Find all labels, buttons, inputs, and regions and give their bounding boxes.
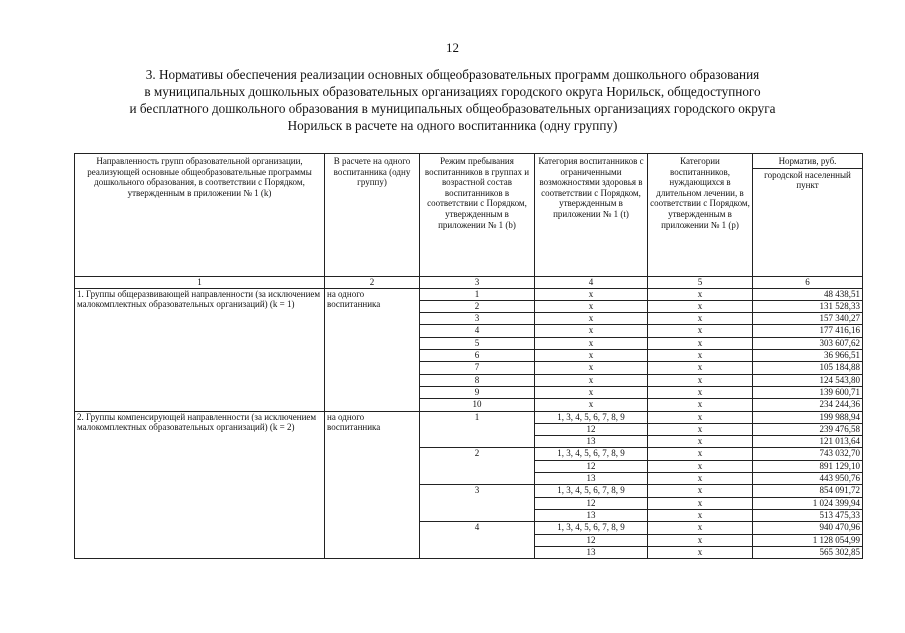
stay-mode-cell: 9	[420, 386, 535, 398]
treatment-category-cell: х	[648, 497, 753, 509]
treatment-category-cell: х	[648, 411, 753, 423]
treatment-category-cell: х	[648, 337, 753, 349]
normative-value: 1 024 399,94	[753, 497, 863, 509]
disability-category-cell: х	[535, 399, 648, 411]
disability-category-cell: 12	[535, 497, 648, 509]
disability-category-cell: х	[535, 288, 648, 300]
disability-category-cell: х	[535, 374, 648, 386]
treatment-category-cell: х	[648, 300, 753, 312]
stay-mode-cell: 7	[420, 362, 535, 374]
stay-mode-cell: 2	[420, 300, 535, 312]
disability-category-cell: х	[535, 313, 648, 325]
stay-mode-cell: 5	[420, 337, 535, 349]
treatment-category-cell: х	[648, 423, 753, 435]
group-label: 2. Группы компенсирующей направленности (за исключением малокомплектных образовательных организаций) (k = 2)	[75, 411, 325, 559]
stay-mode-cell: 3	[420, 485, 535, 522]
treatment-category-cell: х	[648, 386, 753, 398]
treatment-category-cell: х	[648, 460, 753, 472]
header-per-pupil: В расчете на одного воспитанника (одну группу)	[325, 154, 420, 277]
disability-category-cell: х	[535, 386, 648, 398]
table-row	[75, 288, 863, 300]
normative-value: 177 416,16	[753, 325, 863, 337]
disability-category-cell: х	[535, 300, 648, 312]
heading-line: 3. Нормативы обеспечения реализации основных общеобразовательных программ дошкольного образования	[145, 67, 760, 82]
header-group-direction: Направленность групп образовательной организации, реализующей основные общеобразовательные программы дошкольного образования, в соответствии с Порядком, утвержденным в приложении № 1 (k)	[75, 154, 325, 277]
treatment-category-cell: х	[648, 374, 753, 386]
stay-mode-cell: 2	[420, 448, 535, 485]
normative-value: 443 950,76	[753, 473, 863, 485]
stay-mode-cell: 1	[420, 411, 535, 448]
disability-category-cell: х	[535, 350, 648, 362]
basis-cell: на одного воспитанника	[325, 411, 420, 559]
disability-category-cell: х	[535, 362, 648, 374]
column-number: 3	[420, 277, 535, 289]
treatment-category-cell: х	[648, 350, 753, 362]
treatment-category-cell: х	[648, 325, 753, 337]
heading-line: в муниципальных дошкольных образовательных организациях городского округа Норильск, общедоступного	[144, 84, 761, 99]
normative-value: 940 470,96	[753, 522, 863, 534]
table-body	[75, 288, 863, 559]
disability-category-cell: 1, 3, 4, 5, 6, 7, 8, 9	[535, 522, 648, 534]
normative-value: 105 184,88	[753, 362, 863, 374]
header-normative-subtitle: городской населенный пункт	[753, 168, 862, 191]
column-number: 5	[648, 277, 753, 289]
disability-category-cell: 1, 3, 4, 5, 6, 7, 8, 9	[535, 448, 648, 460]
disability-category-cell: 12	[535, 423, 648, 435]
stay-mode-cell: 4	[420, 522, 535, 559]
disability-category-cell: 12	[535, 460, 648, 472]
disability-category-cell: 13	[535, 436, 648, 448]
treatment-category-cell: х	[648, 522, 753, 534]
header-normative	[753, 154, 863, 277]
normative-value: 48 438,51	[753, 288, 863, 300]
stay-mode-cell: 3	[420, 313, 535, 325]
normative-value: 131 528,33	[753, 300, 863, 312]
disability-category-cell: х	[535, 325, 648, 337]
treatment-category-cell: х	[648, 473, 753, 485]
normative-value: 199 988,94	[753, 411, 863, 423]
treatment-category-cell: х	[648, 546, 753, 558]
disability-category-cell: 13	[535, 509, 648, 521]
treatment-category-cell: х	[648, 534, 753, 546]
page-number: 12	[446, 40, 459, 55]
treatment-category-cell: х	[648, 399, 753, 411]
disability-category-cell: 13	[535, 473, 648, 485]
normative-value: 303 607,62	[753, 337, 863, 349]
stay-mode-cell: 4	[420, 325, 535, 337]
header-normative-title: Норматив, руб.	[778, 156, 837, 166]
disability-category-cell: 1, 3, 4, 5, 6, 7, 8, 9	[535, 411, 648, 423]
stay-mode-cell: 10	[420, 399, 535, 411]
table-row	[75, 411, 863, 423]
treatment-category-cell: х	[648, 485, 753, 497]
normative-value: 139 600,71	[753, 386, 863, 398]
column-number: 1	[75, 277, 325, 289]
section-heading	[40, 66, 865, 134]
treatment-category-cell: х	[648, 362, 753, 374]
normative-value: 239 476,58	[753, 423, 863, 435]
normative-value: 234 244,36	[753, 399, 863, 411]
normative-value: 891 129,10	[753, 460, 863, 472]
treatment-category-cell: х	[648, 288, 753, 300]
treatment-category-cell: х	[648, 509, 753, 521]
stay-mode-cell: 8	[420, 374, 535, 386]
normative-value: 565 302,85	[753, 546, 863, 558]
column-number: 6	[753, 277, 863, 289]
normative-value: 36 966,51	[753, 350, 863, 362]
stay-mode-cell: 1	[420, 288, 535, 300]
treatment-category-cell: х	[648, 436, 753, 448]
normative-value: 121 013,64	[753, 436, 863, 448]
disability-category-cell: 12	[535, 534, 648, 546]
header-stay-mode: Режим пребывания воспитанников в группах и возрастной состав воспитанников в соответствии с Порядком, утвержденным в приложении № 1 (b)	[420, 154, 535, 277]
column-number: 4	[535, 277, 648, 289]
header-disability-category: Категория воспитанников с ограниченными возможностями здоровья в соответствии с Порядком, утвержденным в приложении № 1 (t)	[535, 154, 648, 277]
group-label: 1. Группы общеразвивающей направленности (за исключением малокомплектных образовательных организаций) (k = 1)	[75, 288, 325, 411]
disability-category-cell: 13	[535, 546, 648, 558]
heading-line: и бесплатного дошкольного образования в муниципальных общеобразовательных организациях городского округа	[129, 101, 776, 116]
stay-mode-cell: 6	[420, 350, 535, 362]
normative-value: 513 475,33	[753, 509, 863, 521]
heading-line: Норильск в расчете на одного воспитанника (одну группу)	[287, 118, 618, 133]
disability-category-cell: х	[535, 337, 648, 349]
disability-category-cell: 1, 3, 4, 5, 6, 7, 8, 9	[535, 485, 648, 497]
normative-value: 124 543,80	[753, 374, 863, 386]
treatment-category-cell: х	[648, 448, 753, 460]
normative-value: 157 340,27	[753, 313, 863, 325]
normative-value: 854 091,72	[753, 485, 863, 497]
normatives-table	[74, 153, 863, 559]
normative-value: 743 032,70	[753, 448, 863, 460]
column-number: 2	[325, 277, 420, 289]
treatment-category-cell: х	[648, 313, 753, 325]
header-treatment-category: Категории воспитанников, нуждающихся в длительном лечении, в соответствии с Порядком, утвержденным в приложении № 1 (p)	[648, 154, 753, 277]
basis-cell: на одного воспитанника	[325, 288, 420, 411]
normative-value: 1 128 054,99	[753, 534, 863, 546]
